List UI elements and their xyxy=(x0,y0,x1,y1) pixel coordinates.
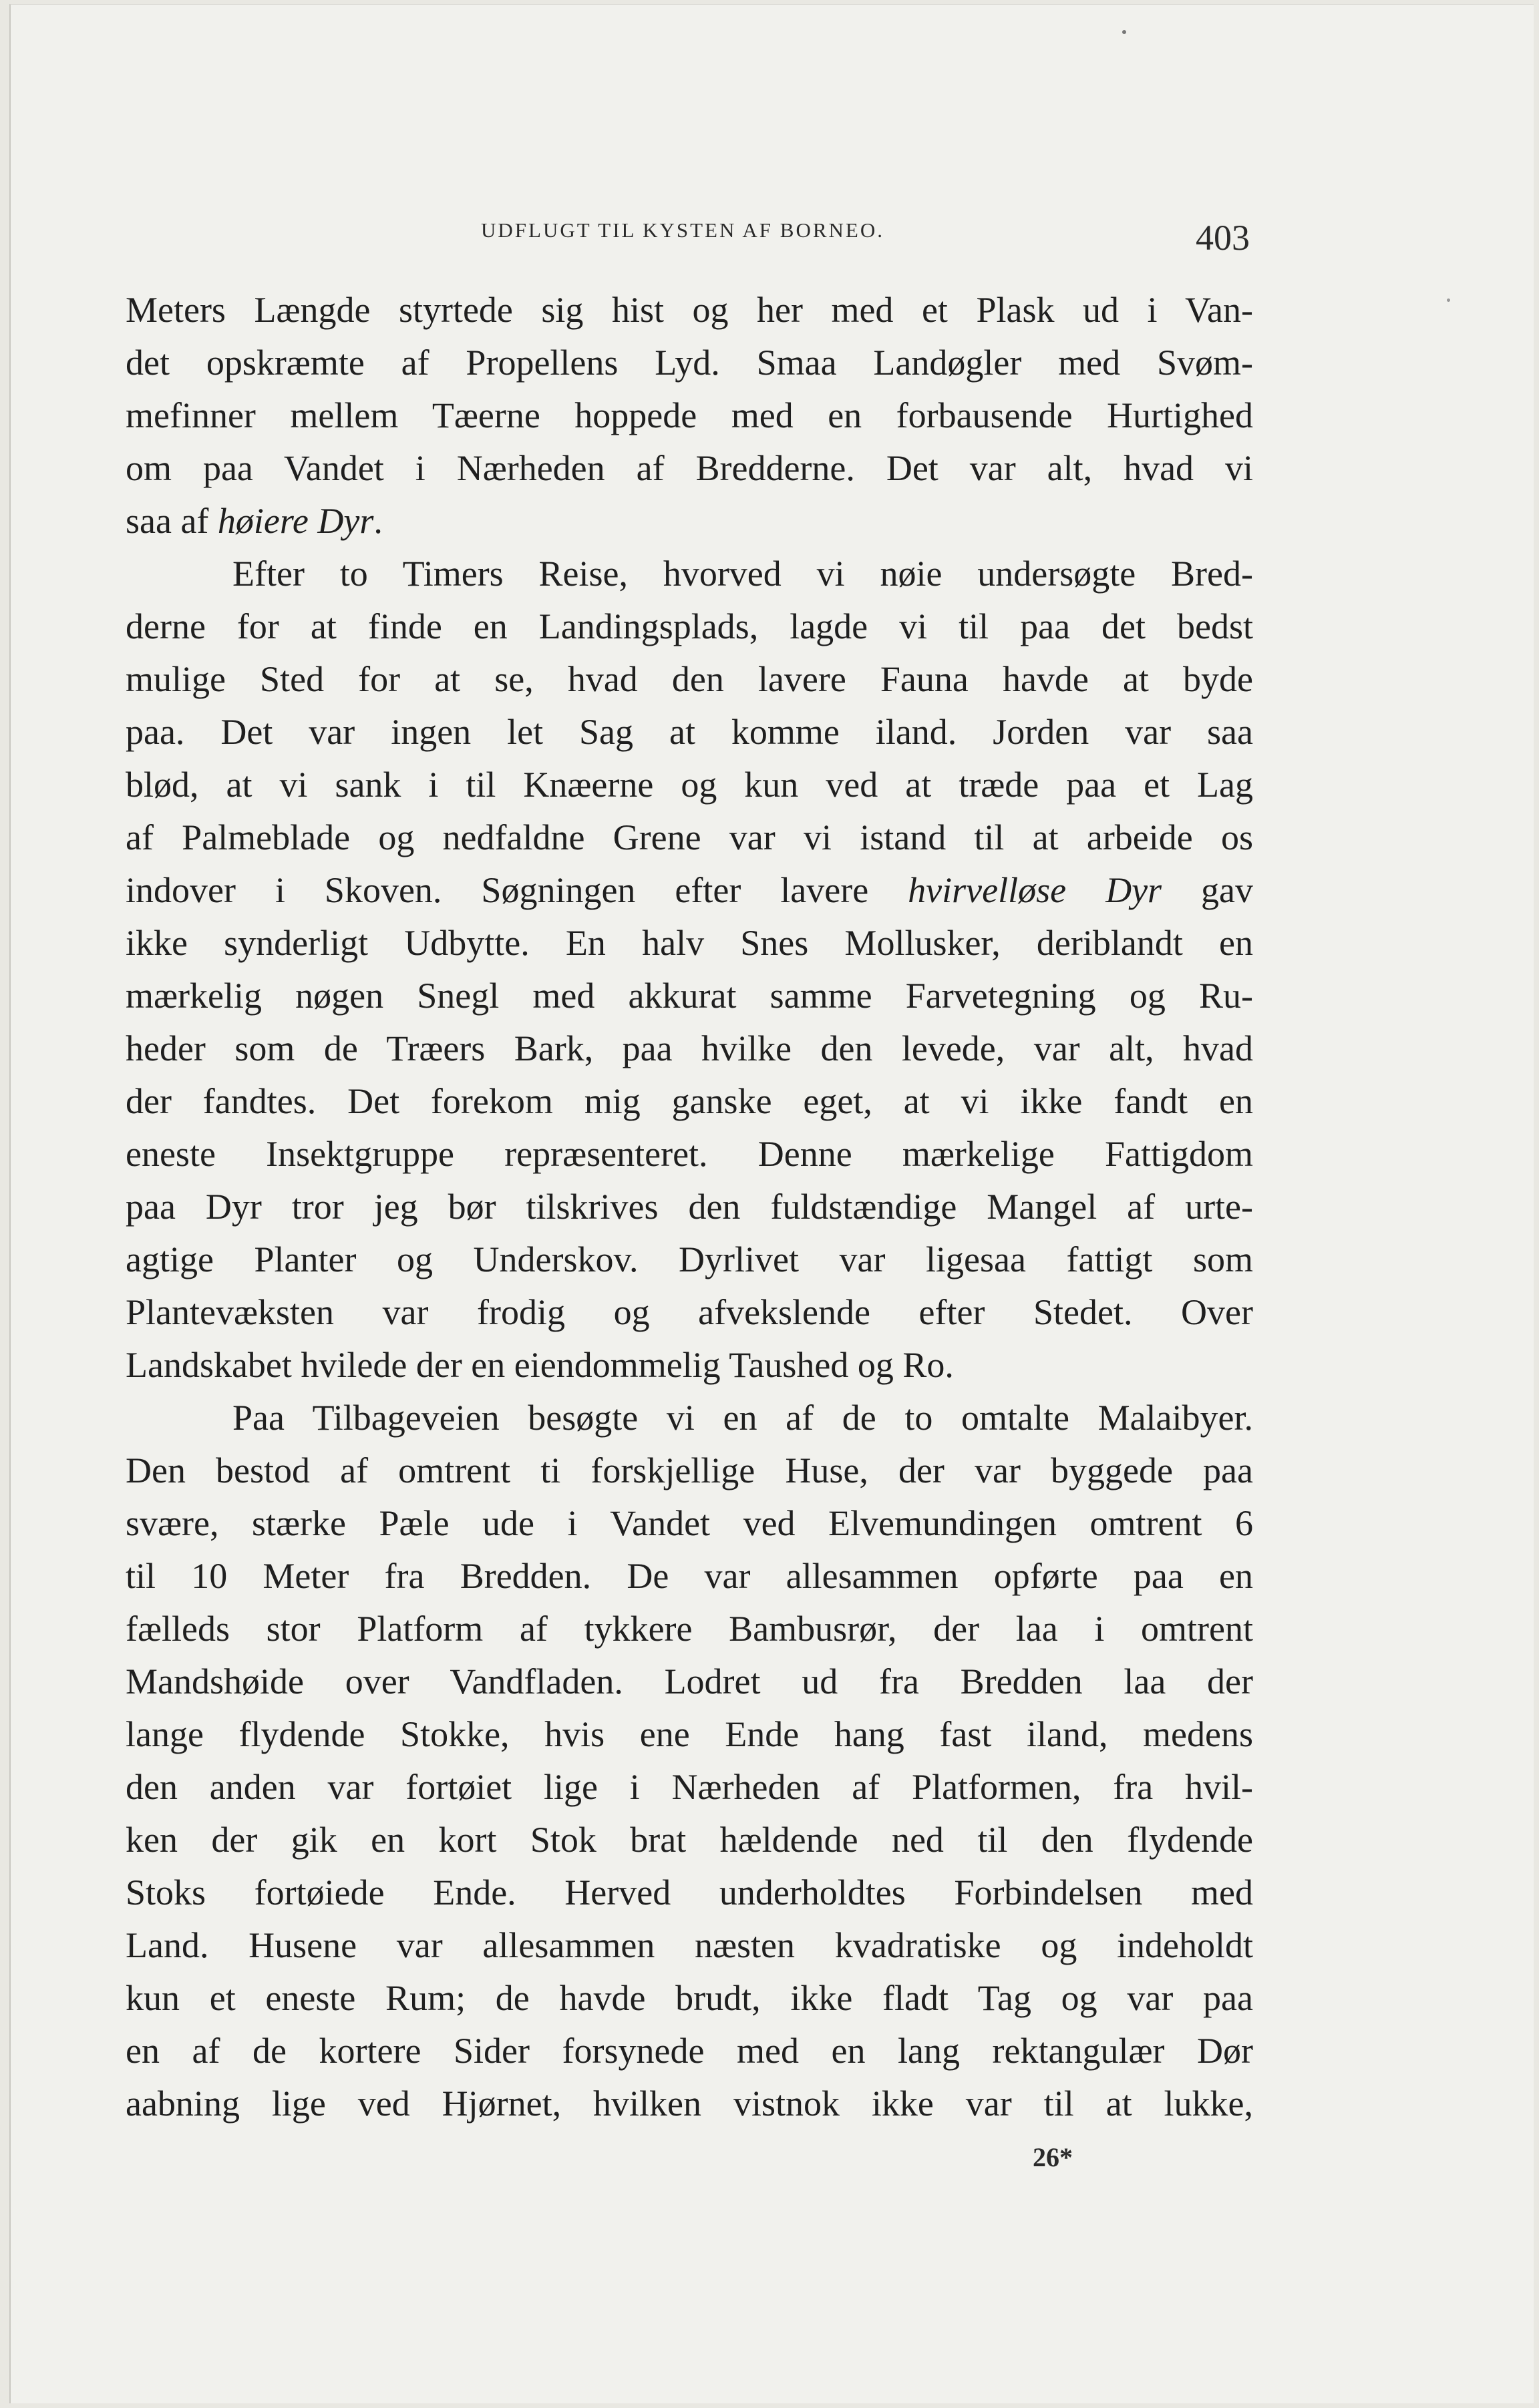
text-line: Efter to Timers Reise, hvorved vi nøie undersøgte Bred- xyxy=(232,554,1253,594)
text-line: ken der gik en kort Stok brat hældende ned til den flydende xyxy=(126,1820,1253,1860)
signature-mark: 26* xyxy=(1033,2142,1073,2172)
text-line: aabning lige ved Hjørnet, hvilken vistnok ikke var til at lukke, xyxy=(126,2083,1253,2124)
paper-speck xyxy=(1447,298,1450,302)
text-line: Paa Tilbageveien besøgte vi en af de to omtalte Malaibyer. xyxy=(232,1398,1253,1438)
text-line: mærkelig nøgen Snegl med akkurat samme Farvetegning og Ru- xyxy=(126,976,1253,1016)
text-line: agtige Planter og Underskov. Dyrlivet var ligesaa fattigt som xyxy=(126,1239,1253,1279)
text-line: paa Dyr tror jeg bør tilskrives den fuldstændige Mangel af urte- xyxy=(126,1187,1253,1227)
text-segment: . xyxy=(373,501,383,541)
text-line: Stoks fortøiede Ende. Herved underholdtes Forbindelsen med xyxy=(126,1872,1253,1913)
text-segment: indover i Skoven. Søgningen efter lavere xyxy=(126,870,908,910)
running-head: UDFLUGT TIL KYSTEN AF BORNEO. xyxy=(481,218,884,242)
text-line: lange flydende Stokke, hvis ene Ende hang fast iland, medens xyxy=(126,1714,1253,1754)
text-line: svære, stærke Pæle ude i Vandet ved Elvemundingen omtrent 6 xyxy=(126,1503,1253,1543)
text-line: heder som de Træers Bark, paa hvilke den levede, var alt, hvad xyxy=(126,1028,1253,1068)
text-line: Mandshøide over Vandfladen. Lodret ud fra Bredden laa der xyxy=(126,1661,1253,1701)
text-segment: saa af xyxy=(126,501,218,541)
text-line: Plantevæksten var frodig og afvekslende efter Stedet. Over xyxy=(126,1292,1253,1332)
text-line: blød, at vi sank i til Knæerne og kun ved at træde paa et Lag xyxy=(126,765,1253,805)
text-line: om paa Vandet i Nærheden af Bredderne. Det var alt, hvad vi xyxy=(126,448,1253,488)
text-line: kun et eneste Rum; de havde brudt, ikke fladt Tag og var paa xyxy=(126,1978,1253,2018)
text-line: paa. Det var ingen let Sag at komme iland. Jorden var saa xyxy=(126,712,1253,752)
text-line: en af de kortere Sider forsynede med en lang rektangulær Dør xyxy=(126,2031,1253,2071)
text-segment: gav xyxy=(1162,870,1253,910)
text-line: fælleds stor Platform af tykkere Bambusrør, der laa i omtrent xyxy=(126,1609,1253,1649)
text-line: eneste Insektgruppe repræsenteret. Denne mærkelige Fattigdom xyxy=(126,1134,1253,1174)
text-line: derne for at finde en Landingsplads, lagde vi til paa det bedst xyxy=(126,606,1253,646)
text-line: Land. Husene var allesammen næsten kvadratiske og indeholdt xyxy=(126,1925,1253,1965)
text-line: Den bestod af omtrent ti forskjellige Huse, der var byggede paa xyxy=(126,1450,1253,1490)
italic-term: høiere Dyr xyxy=(217,501,374,541)
text-line xyxy=(126,495,1253,548)
text-line: det opskræmte af Propellens Lyd. Smaa Landøgler med Svøm- xyxy=(126,343,1253,383)
body-text xyxy=(126,284,1253,2130)
page-number: 403 xyxy=(1196,218,1250,258)
text-line: den anden var fortøiet lige i Nærheden af Platformen, fra hvil- xyxy=(126,1767,1253,1807)
text-line: Meters Længde styrtede sig hist og her med et Plask ud i Van- xyxy=(126,290,1253,330)
text-line xyxy=(126,864,1253,917)
text-line: af Palmeblade og nedfaldne Grene var vi istand til at arbeide os xyxy=(126,817,1253,857)
text-line: ikke synderligt Udbytte. En halv Snes Mollusker, deriblandt en xyxy=(126,923,1253,963)
italic-term: hvirvelløse Dyr xyxy=(908,870,1162,910)
book-page xyxy=(9,4,1534,2403)
text-line: der fandtes. Det forekom mig ganske eget, at vi ikke fandt en xyxy=(126,1081,1253,1121)
text-line: mulige Sted for at se, hvad den lavere Fauna havde at byde xyxy=(126,659,1253,699)
paper-speck xyxy=(1122,30,1126,34)
text-line: mefinner mellem Tæerne hoppede med en forbausende Hurtighed xyxy=(126,395,1253,435)
text-line: Landskabet hvilede der en eiendommelig Taushed og Ro. xyxy=(126,1345,954,1385)
text-line: til 10 Meter fra Bredden. De var allesammen opførte paa en xyxy=(126,1556,1253,1596)
